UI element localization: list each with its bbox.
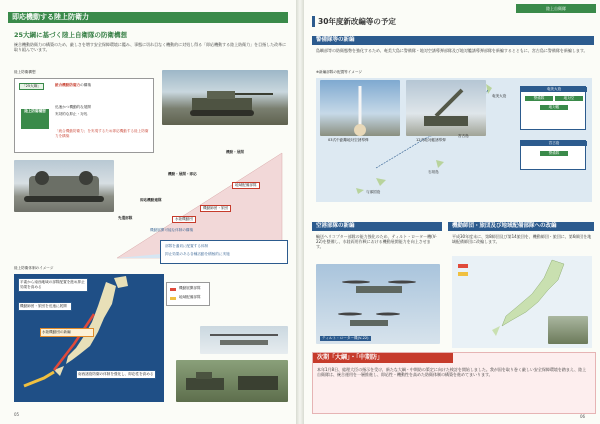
year-title: 30年度新改編等の予定 — [312, 16, 396, 27]
sec1-text: 島嶼部等の防衛態勢を強化するため、奄美大島に警備隊・地対空誘導弾部隊及び地対艦誘導弾部隊を新編するとともに、宮古島に警備隊を新編します。 — [316, 48, 588, 53]
amami-item-3: 地対艦 — [540, 105, 568, 110]
pyramid-tag-3: 水陸機動団 — [172, 216, 196, 223]
map-legend-1: 機動展開部隊 — [179, 286, 201, 290]
place-ishigaki: 石垣島 — [428, 170, 439, 174]
units-photo — [548, 316, 588, 344]
sec4-title: 次期「大綱」・「中期防」 — [313, 353, 453, 363]
hovercraft-photo — [14, 160, 114, 212]
defense-map — [14, 274, 164, 402]
pyramid-base-label: 機動展開可能な体制の構築 — [150, 228, 194, 232]
sec1-map — [316, 78, 592, 202]
pyramid-tag-2: 機動師団・旅団 — [200, 205, 231, 212]
concept-label: 「25大綱」 — [19, 83, 44, 90]
legend-swatch-red — [170, 288, 176, 291]
left-page — [0, 0, 296, 424]
amami-item-1: 警備隊 — [525, 96, 553, 101]
concept-point-2: 実効的な抑止・対処 — [55, 112, 88, 116]
right-page-number: 06 — [580, 414, 586, 419]
tank-photo — [162, 70, 288, 125]
legend-swatch-yellow — [170, 297, 176, 300]
concept-core-label: 陸上防衛構想 — [21, 109, 49, 129]
concept-chart-label: 陸上防衛構想 — [14, 70, 36, 74]
sec2-caption: ティルト・ローター機(V-22) — [322, 336, 369, 340]
left-page-number: 05 — [14, 412, 20, 417]
map-note-4: 南西諸島防衛の体制を強化し、即応性を高める — [76, 370, 156, 379]
place-yonaguni: 与那国島 — [366, 190, 381, 194]
miyako-box — [520, 140, 586, 170]
pyramid-top-label: 機動・展開 — [226, 150, 244, 154]
miyako-item-1: 警備隊 — [540, 151, 568, 156]
aircraft-illustration — [200, 326, 288, 354]
sec2-title: 空港部隊の新編 — [312, 222, 442, 231]
map-label: 陸上防衛体制のイメージ — [14, 266, 54, 270]
subtitle: 25大綱に基づく陸上自衛隊の防衛構想 — [14, 31, 128, 39]
pyramid-mid2-label: 即応機動連隊 — [140, 198, 162, 202]
map-note-1: 平素から南西地域の部隊配置を進め抑止効果を高める — [18, 278, 88, 292]
concept-policy: 統合機動防衛力の構築 — [55, 83, 91, 87]
sec3-text: 平成30年度末に、第8師団及び第14旅団を、機動師団・旅団に、第6師団を地域配備師団に改編します。 — [452, 234, 592, 244]
map-note-3: 水陸機動団の新編 — [40, 328, 94, 337]
place-amami: 奄美大島 — [492, 94, 507, 98]
osprey-illustration — [316, 264, 440, 344]
tank-illustration — [162, 70, 288, 125]
photo-left-caption: 03式中距離地対空誘導弾 — [328, 138, 369, 142]
amami-item-2: 地対空 — [555, 96, 583, 101]
sam-photo — [320, 80, 400, 136]
launcher-illustration — [406, 80, 486, 136]
sec1-title: 警備隊等の新編 — [312, 36, 594, 45]
right-page — [304, 0, 600, 424]
legend-point-2: 抑止効果のある各種活動を積極的に実施 — [165, 252, 230, 256]
corner-tag: 陸上自衛隊 — [516, 4, 596, 13]
sec4-panel — [312, 352, 596, 414]
vehicles-photo — [176, 360, 288, 402]
photo-right-caption: 12式地対艦誘導弾 — [416, 138, 446, 142]
japan-map-illustration — [14, 274, 164, 402]
intro-text: 統合機動防衛力の構築のため、厳しさを増す安全保障環境に鑑み、事態に切れ目なく機動的に対処し得る「即応機動する陸上防衛力」を目指した改革に取り組んでいます。 — [14, 42, 287, 52]
pyramid-tag-1: 地域配備部隊 — [232, 182, 260, 189]
miyako-box-title: 宮古島 — [521, 141, 587, 146]
hovercraft-illustration — [14, 160, 114, 212]
map-note-2: 機動師団・旅団を迅速に展開 — [18, 302, 72, 311]
japan-units-map — [452, 256, 592, 348]
map-legend — [166, 282, 210, 306]
pyramid-tag-4: 先遣部隊 — [118, 216, 133, 220]
vehicles-illustration — [176, 360, 288, 402]
osprey-photo — [316, 264, 440, 344]
sec3-title: 機動師団・旅団及び地域配備部隊への改編 — [448, 222, 594, 231]
legend-points-box — [160, 240, 288, 264]
legend-point-1: 部隊を適切に配置する体制 — [165, 244, 209, 248]
sec4-text: 本年1月8日、総理大臣の指示を受け、新たな大綱・中期防の策定に向けた検討を開始しました。我が国を取り巻く厳しい安全保障環境を踏まえ、陸上自衛隊は、統合運用を一層推進し、即応性・機動性を高めた防衛体制の構築を進めてまいります。 — [317, 367, 587, 377]
concept-point-1: 迅速かつ機動的な展開 — [55, 105, 91, 109]
concept-note: 「統合機動防衛力」を実現するため即応機動する陸上防衛力を構築 — [55, 129, 149, 138]
sec2-text: 輸送ヘリコプター部隊の能力強化のため、ティルト・ローター機(V-22)を整備し、水陸両用作戦における機動展開能力を向上させます。 — [316, 234, 437, 249]
place-miyako: 宮古島 — [458, 134, 469, 138]
amami-box-title: 奄美大島 — [521, 87, 587, 92]
missile-launch-illustration — [320, 80, 400, 136]
amami-box — [520, 86, 586, 130]
map-legend-2: 地域配備部隊 — [179, 295, 201, 299]
sec1-caption: ※新編部隊の配置等イメージ — [316, 70, 363, 74]
section-title: 即応機動する陸上防衛力 — [8, 12, 288, 23]
page-gutter — [296, 0, 304, 424]
concept-chart — [14, 78, 154, 153]
ssm-photo — [406, 80, 486, 136]
pyramid-mid1-label: 機動・展開・即応 — [168, 172, 197, 176]
aircraft-photo — [200, 326, 288, 354]
